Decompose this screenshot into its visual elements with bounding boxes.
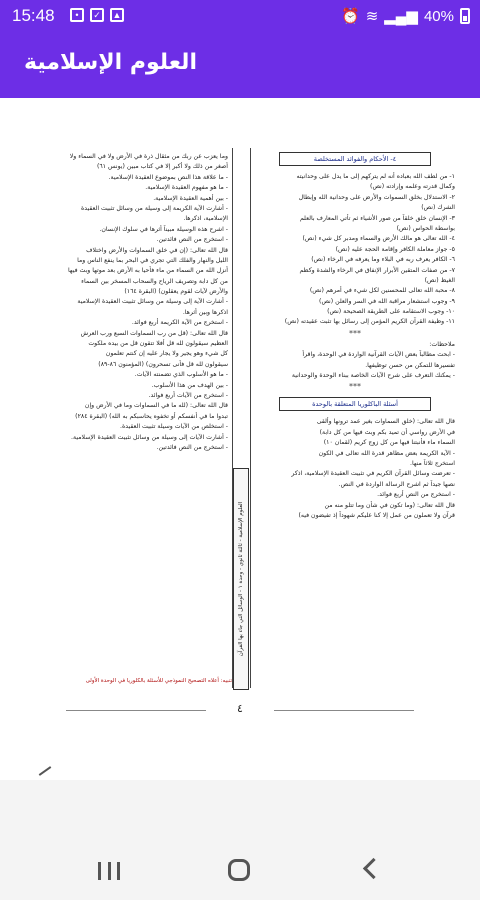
vertical-caption-text: العلوم الإسلامية - ثالثة ثانوي - وحدة ١ - الوسائل التي جاء بها القرآن bbox=[238, 501, 244, 657]
right-question-line: في الأرض رواسي أن تميد بكم وبث فيها من كل دابة) bbox=[319, 428, 455, 436]
right-question-line: السماء ماء فأنبتنا فيها من كل زوج كريم (لقمان ١٠) bbox=[323, 439, 455, 447]
right-question-line: استخرج ثلاثاً منها. bbox=[409, 459, 455, 467]
right-text-line: *** bbox=[349, 382, 361, 392]
right-column bbox=[250, 148, 459, 688]
recent-apps-icon[interactable] bbox=[98, 862, 120, 880]
right-text-line: ٥- جواز معاملة الكافر وإقامة الحجة عليه (نص) bbox=[335, 245, 455, 253]
right-text-line: ٩- وجوب استشعار مراقبة الله في السر والعلن (نص) bbox=[319, 297, 455, 305]
left-text-line: - أشارت الآية إلى وسيلة من وسائل تثبيت العقيدة الإسلامية bbox=[77, 298, 228, 306]
battery-icon bbox=[460, 8, 470, 24]
right-question-line: نصها جيداً ثم اشرح الرسالة الواردة في النص. bbox=[338, 480, 455, 488]
left-text-line: - بين الهدف من هذا الأسلوب. bbox=[151, 381, 228, 389]
right-section-header-2: أسئلة الباكلوريا المتعلقة بالوحدة bbox=[279, 397, 431, 411]
left-text-line: - ما هو الأسلوب الذي تضمنته الآيات. bbox=[134, 371, 228, 379]
right-text-line: ٧- من صفات المتقين الأبرار الإنفاق في الرخاء والشدة وكظم bbox=[299, 266, 455, 274]
wifi-icon: ≋ bbox=[365, 8, 379, 25]
document-page[interactable] bbox=[22, 148, 458, 688]
right-text-line: وكمال قدرته وعلمه وإرادته (نص) bbox=[370, 183, 455, 191]
left-text-line: قال الله تعالى: (قل من رب السماوات السبع ورب العرش bbox=[80, 329, 228, 337]
left-text-line: أنزل الله من السماء من ماء فأحيا به الأرض بعد موتها وبث فيها bbox=[67, 267, 228, 275]
right-question-line: قرآن ولا تعملون من عمل إلا كنا عليكم شهوداً إذ تفيضون فيه) bbox=[298, 511, 455, 519]
right-section-header: ٤- الأحكام والفوائد المستخلصة bbox=[279, 152, 431, 166]
left-footer-note: تنبيه: أعلاه التصحيح النموذجي للأسئلة بالكلوريا في الوحدة الأولى bbox=[85, 678, 232, 684]
right-text-line: الغيظ (نص) bbox=[424, 276, 455, 284]
battery-percent: 40% bbox=[423, 7, 454, 25]
system-nav-bar bbox=[0, 842, 480, 900]
left-text-line: من كل دابة وتصريف الرياح والسحاب المسخر بين السماء bbox=[81, 277, 228, 285]
document-viewer[interactable] bbox=[0, 98, 480, 780]
right-text-line: ١١- وظيفة القرآن الكريم المؤمن إلى رسائل بها تثبت عقيدته (نص) bbox=[284, 318, 455, 326]
right-question-line: قال الله تعالى: (خلق السماوات بغير عمد ترونها وألقى bbox=[316, 418, 455, 426]
right-text-line: بواسطة الحواس (نص) bbox=[396, 224, 455, 232]
vertical-caption bbox=[233, 468, 249, 690]
left-text-line: - أشارت الآيات إلى وسيلة من وسائل تثبيت العقيدة الإسلامية. bbox=[71, 433, 228, 441]
right-text-line: تفسيرها للتمكن من حسن توظيفها. bbox=[365, 361, 455, 369]
right-text-line: ملاحظات: bbox=[429, 340, 455, 348]
status-time: 15:48 bbox=[12, 6, 55, 25]
left-column bbox=[22, 148, 233, 688]
left-text-line: كل شيء وهو يجير ولا يجار عليه إن كنتم تعلمون bbox=[105, 350, 228, 358]
image-icon: ▲ bbox=[110, 8, 124, 22]
right-text-line: *** bbox=[349, 328, 361, 338]
page-indicator-line-left bbox=[66, 710, 206, 711]
right-text-line: ٣- الإنسان خلق خلقاً من صور الأشياء ثم تأتي المعارف بالعلم bbox=[299, 214, 455, 222]
left-text-line: قال الله تعالى: (لله ما في السماوات وما في الأرض وإن bbox=[84, 402, 228, 410]
right-text-line: ١٠- وجوب الاستقامة على الطريقة الصحيحة (نص) bbox=[327, 308, 455, 316]
right-question-line: - تعرضت وسائل القرآن الكريم في تثبيت العقيدة الإسلامية، اذكر bbox=[291, 470, 455, 478]
right-question-line: قال الله تعالى: (وما تكون في شأن وما تتلو منه من bbox=[324, 501, 455, 509]
left-text-line: - ما هو مفهوم العقيدة الإسلامية. bbox=[145, 184, 228, 192]
back-icon[interactable] bbox=[363, 858, 384, 879]
right-text-line: ٤- الله تعالى هو مالك الأرض والسماء ومدبر كل شيء (نص) bbox=[302, 235, 455, 243]
page-indicator bbox=[66, 702, 414, 718]
left-text-line: - استخرج من الآية الكريمة أربع فوائد. bbox=[131, 319, 228, 327]
left-text-line: - أشارت الآية الكريمة إلى وسيلة من وسائل تثبيت العقيدة bbox=[80, 204, 228, 212]
left-text-line: سيقولون لله قل فأنى تسحرون) (المؤمنون ٨٦-٨٩) bbox=[98, 360, 228, 368]
app-title: العلوم الإسلامية bbox=[24, 50, 197, 75]
right-text-line: ٦- الكافر يعرف ربه في البلاء وما يعرفه في الرخاء (نص) bbox=[311, 256, 455, 264]
left-text-line: العظيم سيقولون لله قل أفلا تتقون قل من بيده ملكوت bbox=[88, 340, 228, 348]
app-bar bbox=[0, 32, 480, 98]
notification-icon: • bbox=[70, 8, 84, 22]
left-text-line: اذكرها وبين أثرها. bbox=[182, 308, 228, 316]
notification-icons bbox=[70, 8, 124, 22]
left-text-line: - استخرج من النص فائدتين. bbox=[156, 443, 228, 451]
right-text-line: الشرك (نص) bbox=[421, 204, 455, 212]
right-question-line: - الآية الكريمة بعض مظاهر قدرة الله تعالى في الكون bbox=[318, 449, 455, 457]
check-icon: ✓ bbox=[90, 8, 104, 22]
status-right bbox=[341, 7, 470, 25]
left-text-line: - استخرج من الآيات أربع فوائد. bbox=[148, 391, 228, 399]
left-text-line: - بين أهمية العقيدة الإسلامية. bbox=[153, 194, 228, 202]
left-text-line: قال الله تعالى: (إن في خلق السماوات والأرض واختلاف bbox=[86, 246, 228, 254]
right-text-line: - ابحث مطالباً بعض الآيات القرآنية الواردة في الوحدة، واقرأ bbox=[302, 351, 455, 359]
home-icon[interactable] bbox=[228, 859, 250, 881]
left-text-line: الإسلامية، اذكرها. bbox=[183, 215, 228, 223]
right-text-line: ٢- الاستدلال بخلق السموات والأرض على وحدانية الله وإبطال bbox=[298, 193, 455, 201]
left-text-line: - ما علاقة هذا النص بموضوع العقيدة الإسلامية. bbox=[108, 173, 228, 181]
left-text-line: وما يعزب عن ربك من مثقال ذرة في الأرض ولا في السماء ولا bbox=[69, 153, 228, 160]
right-text-line: ٨- محبة الله تعالى للمحسنين لكل شيء في أمرهم (نص) bbox=[309, 287, 455, 295]
right-question-line: - استخرج من النص أربع فوائد. bbox=[377, 491, 455, 499]
alarm-icon: ⏰ bbox=[341, 8, 360, 25]
signal-icon: ▂▄▆ bbox=[384, 8, 418, 25]
pen-icon[interactable] bbox=[39, 766, 52, 776]
left-text-line: أصغر من ذلك ولا أكبر إلا في كتاب مبين (يونس ٦١) bbox=[96, 163, 228, 171]
page-indicator-line-right bbox=[274, 710, 414, 711]
status-bar bbox=[0, 0, 480, 32]
left-text-line: الليل والنهار والفلك التي تجري في البحر بما ينفع الناس وما bbox=[77, 256, 228, 264]
right-text-line: ١- من لطف الله بعباده أنه لم يتركهم إلى ما يدل على وحدانيته bbox=[296, 173, 455, 180]
left-text-line: والأرض لآيات لقوم يعقلون) (البقرة ١٦٤) bbox=[124, 288, 228, 296]
left-text-line: - اشرح هذه الوسيلة مبيناً أثرها في سلوك الإنسان. bbox=[99, 225, 228, 233]
left-text-line: تبدوا ما في أنفسكم أو تخفوه يحاسبكم به الله) (البقرة ٢٨٤) bbox=[75, 412, 228, 420]
left-text-line: - استخلص من الآيات وسيلة تثبيت العقيدة. bbox=[120, 423, 228, 431]
left-text-line: - استخرج من النص فائدتين. bbox=[156, 236, 228, 244]
right-text-line: - يمكنك التعرف على شرح الآيات الخاصة ببناء الوحدة والوحدانية bbox=[291, 372, 455, 380]
bottom-panel bbox=[0, 780, 480, 842]
page-number: ٤ bbox=[237, 702, 243, 715]
